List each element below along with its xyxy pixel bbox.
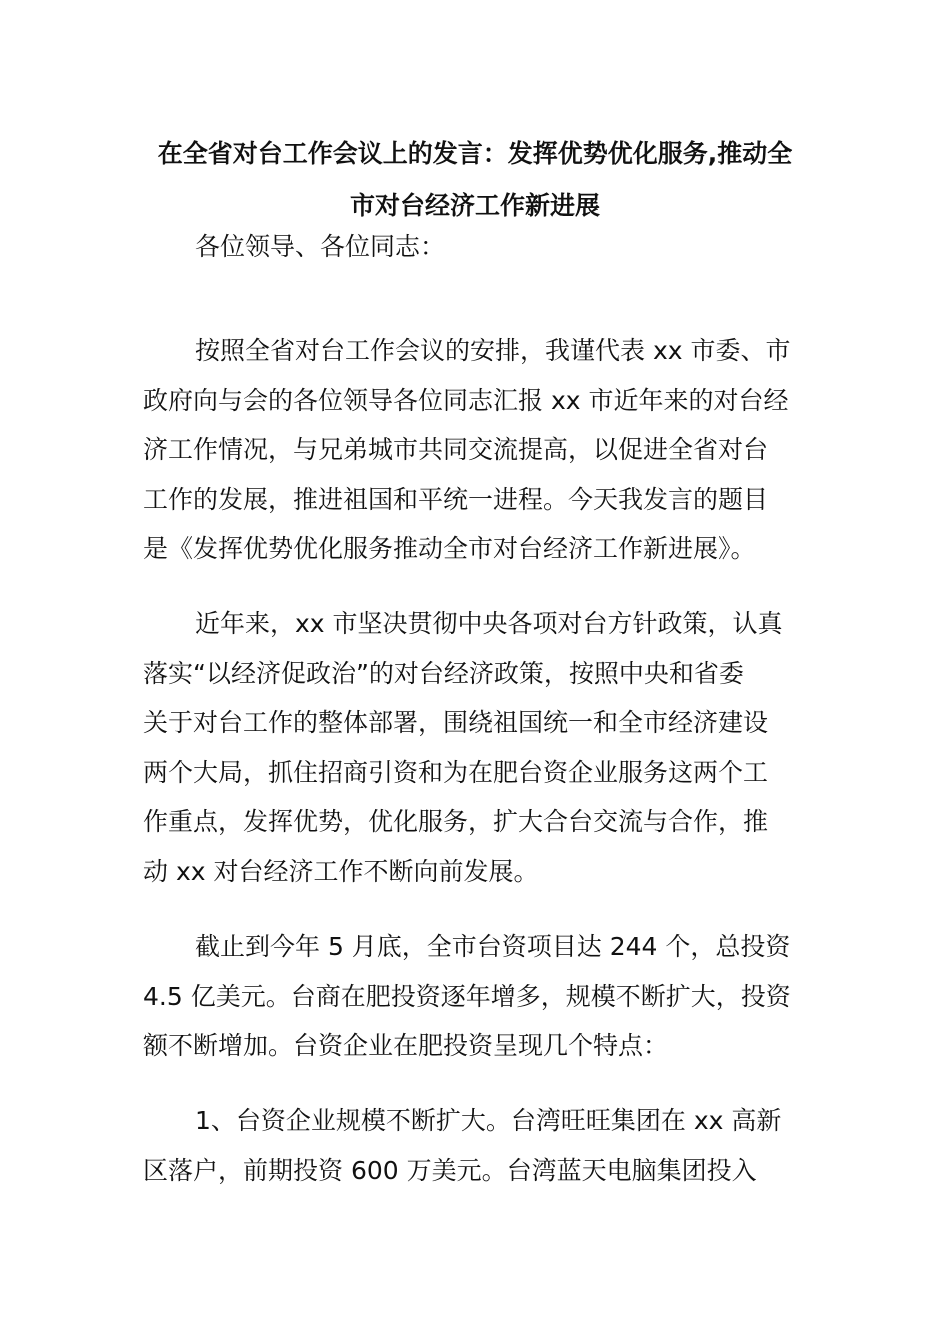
paragraph-1 <box>143 326 808 574</box>
paragraph-line: 作重点，发挥优势，优化服务，扩大合台交流与合作，推 <box>143 807 769 836</box>
paragraph-3 <box>143 922 808 1071</box>
paragraph-4 <box>143 1096 808 1195</box>
greeting-text: 各位领导、各位同志： <box>195 232 446 261</box>
paragraph-line: 两个大局，抓住招商引资和为在肥台资企业服务这两个工 <box>143 757 769 787</box>
title-line: 市对台经济工作新进展 <box>349 191 600 220</box>
paragraph-line: 政府向与会的各位领导各位同志汇报 xx 市近年来的对台经 <box>143 385 789 415</box>
paragraph-line: 额不断增加。台资企业在肥投资呈现几个特点： <box>143 1031 669 1060</box>
paragraph-line: 是《发挥优势优化服务推动全市对台经济工作新进展》。 <box>143 534 756 563</box>
paragraph-line: 区落户，前期投资 600 万美元。台湾蓝天电脑集团投入 <box>143 1155 757 1185</box>
paragraph-line: 截止到今年 5 月底，全市台资项目达 244 个，总投资 <box>195 932 791 961</box>
paragraph-line: 落实“以经济促政治”的对台经济政策，按照中央和省委 <box>143 658 744 688</box>
paragraph-line: 1、台资企业规模不断扩大。台湾旺旺集团在 xx 高新 <box>195 1106 782 1135</box>
paragraph-line: 济工作情况，与兄弟城市共同交流提高，以促进全省对台 <box>143 435 769 464</box>
document-title <box>140 128 810 232</box>
paragraph-line: 4.5 亿美元。台商在肥投资逐年增多，规模不断扩大，投资 <box>143 981 791 1011</box>
paragraph-line: 按照全省对台工作会议的安排，我谨代表 xx 市委、市 <box>195 336 791 365</box>
paragraph-line: 动 xx 对台经济工作不断向前发展。 <box>143 856 539 886</box>
greeting <box>143 222 808 272</box>
paragraph-line: 关于对台工作的整体部署，围绕祖国统一和全市经济建设 <box>143 708 769 737</box>
paragraph-2 <box>143 599 808 896</box>
paragraph-line: 工作的发展，推进祖国和平统一进程。今天我发言的题目 <box>143 484 769 514</box>
paragraph-line: 近年来，xx 市坚决贯彻中央各项对台方针政策，认真 <box>195 609 783 638</box>
title-line: 在全省对台工作会议上的发言：发挥优势优化服务,推动全 <box>157 139 793 168</box>
